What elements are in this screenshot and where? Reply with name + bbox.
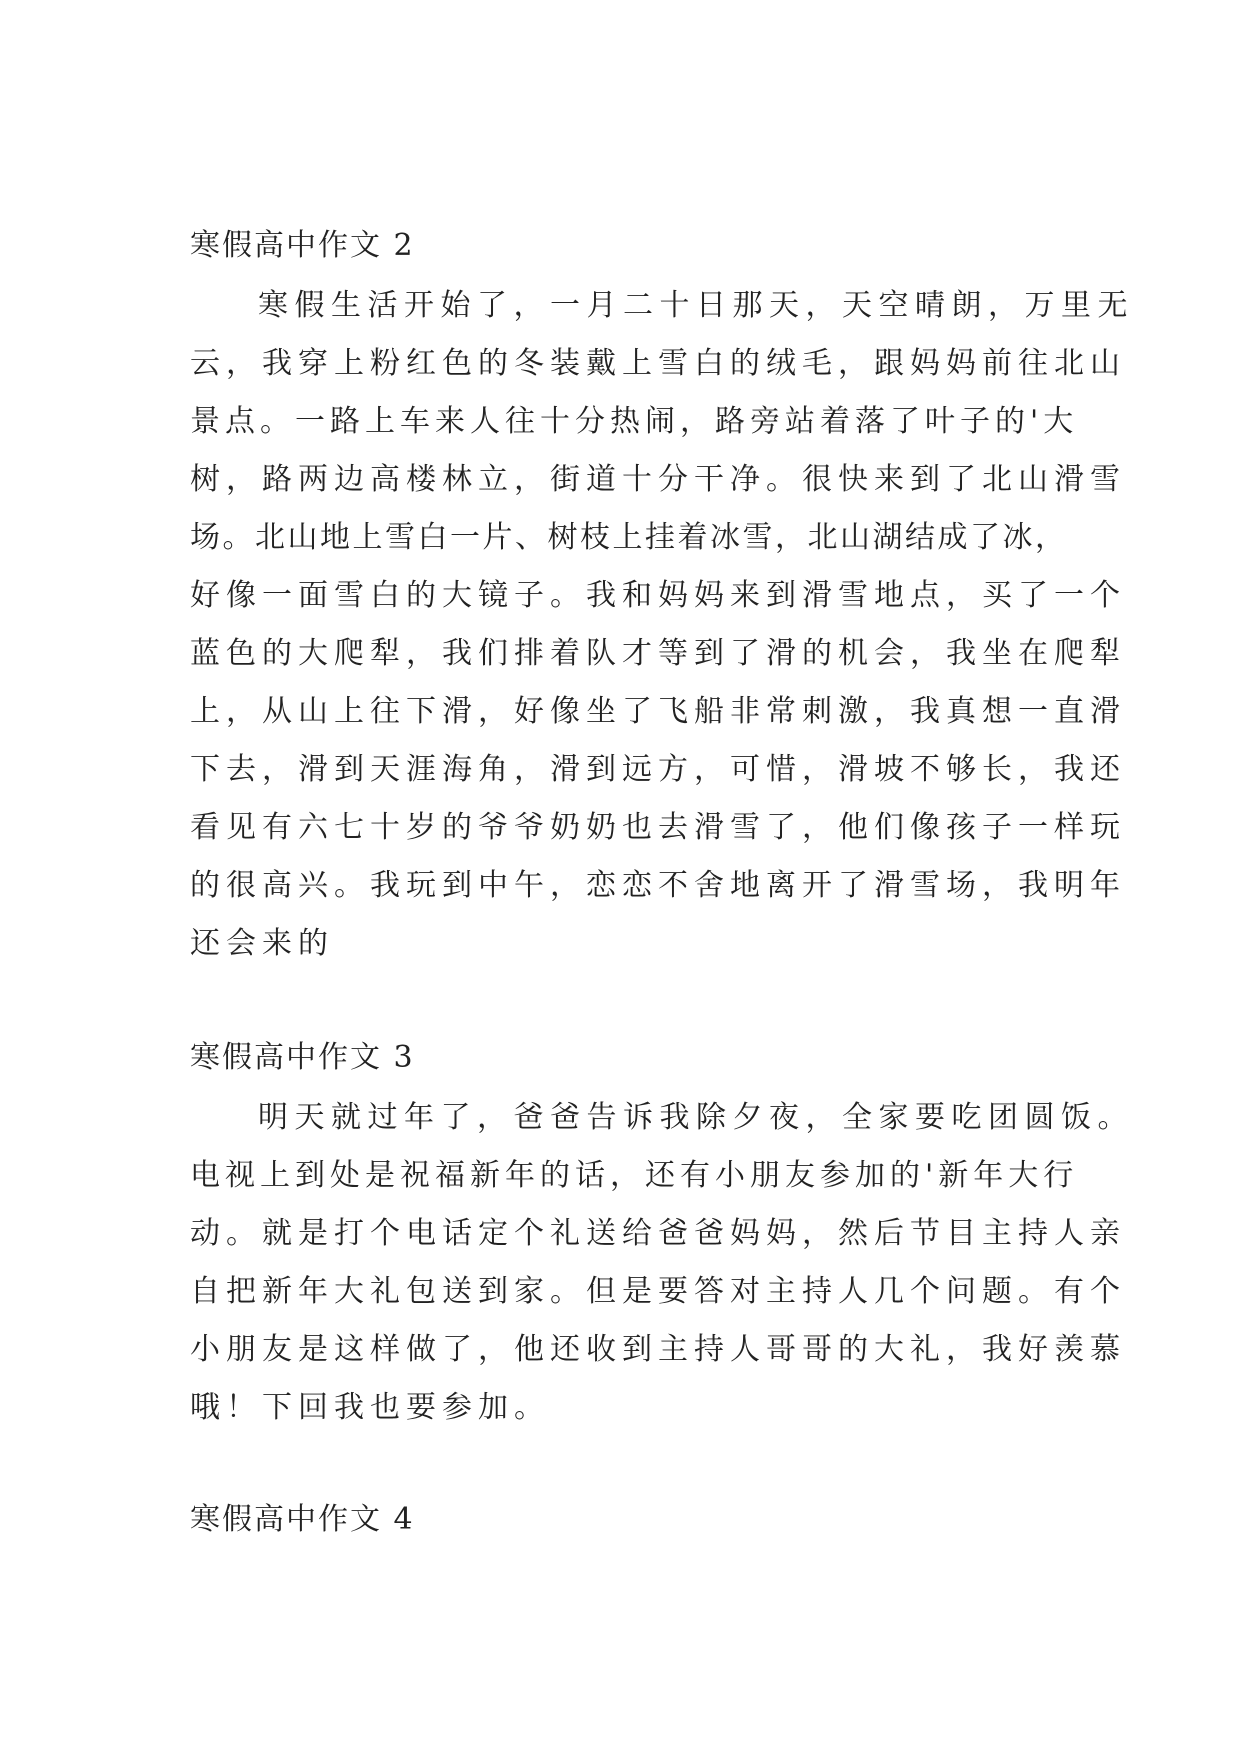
paragraph-line: 哦！下回我也要参加。 xyxy=(190,1390,550,1425)
paragraph-line: 的很高兴。我玩到中午，恋恋不舍地离开了滑雪场，我明年 xyxy=(190,868,1126,903)
paragraph-line: 上，从山上往下滑，好像坐了飞船非常刺激，我真想一直滑 xyxy=(190,694,1126,729)
paragraph-line: 小朋友是这样做了，他还收到主持人哥哥的大礼，我好羡慕 xyxy=(190,1332,1126,1367)
paragraph-line: 场。北山地上雪白一片、树枝上挂着冰雪，北山湖结成了冰， xyxy=(190,520,1068,555)
paragraph-line: 自把新年大礼包送到家。但是要答对主持人几个问题。有个 xyxy=(190,1274,1126,1309)
paragraph-line: 明天就过年了，爸爸告诉我除夕夜，全家要吃团圆饭。 xyxy=(258,1100,1134,1135)
paragraph-line: 寒假生活开始了，一月二十日那天，天空晴朗，万里无 xyxy=(258,288,1134,323)
paragraph-line: 树，路两边高楼林立，街道十分干净。很快来到了北山滑雪 xyxy=(190,462,1126,497)
paragraph-line: 好像一面雪白的大镜子。我和妈妈来到滑雪地点，买了一个 xyxy=(190,578,1126,613)
paragraph-line: 蓝色的大爬犁，我们排着队才等到了滑的机会，我坐在爬犁 xyxy=(190,636,1126,671)
section-heading: 寒假高中作文 4 xyxy=(190,1502,415,1537)
paragraph-line: 景点。一路上车来人往十分热闹，路旁站着落了叶子的'大 xyxy=(190,404,1079,439)
paragraph-line: 看见有六七十岁的爷爷奶奶也去滑雪了，他们像孩子一样玩 xyxy=(190,810,1126,845)
paragraph-line: 动。就是打个电话定个礼送给爸爸妈妈，然后节目主持人亲 xyxy=(190,1216,1126,1251)
paragraph-line: 云，我穿上粉红色的冬装戴上雪白的绒毛，跟妈妈前往北山 xyxy=(190,346,1126,381)
paragraph-line: 电视上到处是祝福新年的话，还有小朋友参加的'新年大行 xyxy=(190,1158,1079,1193)
section-heading: 寒假高中作文 3 xyxy=(190,1040,415,1075)
paragraph-line: 下去，滑到天涯海角，滑到远方，可惜，滑坡不够长，我还 xyxy=(190,752,1126,787)
section-heading: 寒假高中作文 2 xyxy=(190,228,415,263)
paragraph-line: 还会来的 xyxy=(190,926,334,961)
